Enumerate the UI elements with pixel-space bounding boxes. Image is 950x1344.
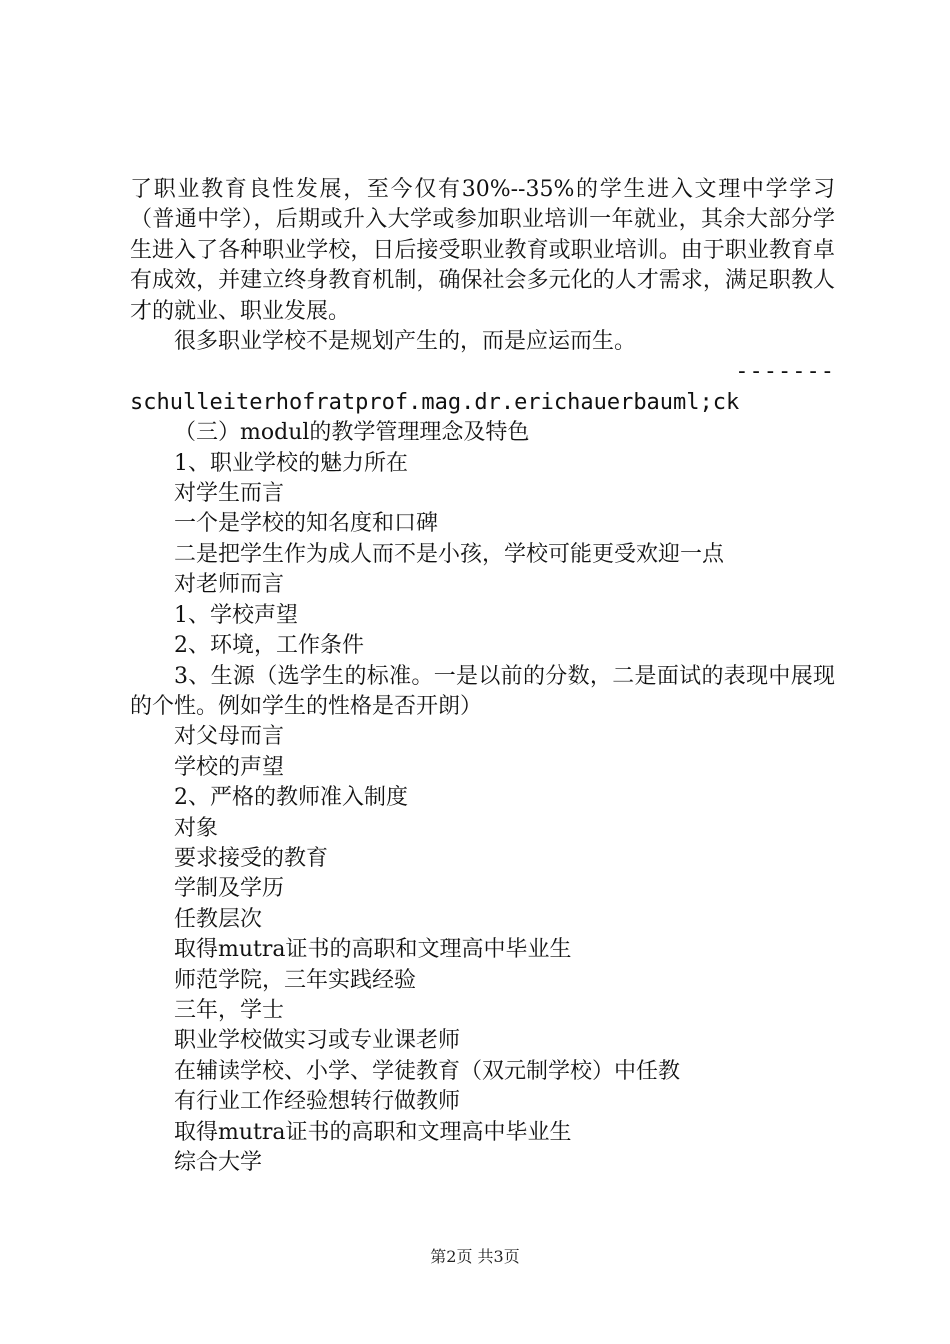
text-line: 2、环境，工作条件: [174, 633, 364, 659]
text-line: 有行业工作经验想转行做教师: [174, 1089, 461, 1115]
text-line: 对父母而言: [174, 724, 285, 750]
text-line: 师范学院，三年实践经验: [174, 967, 417, 993]
text-line: 1、学校声望: [174, 602, 298, 628]
text-line: 二是把学生作为成人而不是小孩，学校可能更受欢迎一点: [174, 541, 725, 567]
text-line: 学制及学历: [174, 876, 285, 902]
document-body: [130, 175, 835, 1178]
text-line: 对学生而言: [174, 481, 285, 507]
page-footer: 第2页 共3页: [430, 1247, 520, 1266]
text-line: 对老师而言: [174, 572, 285, 598]
text-line: 对象: [174, 815, 219, 841]
opening-paragraph: 了职业教育良性发展，至今仅有30%--35%的学生进入文理中学学习（普通中学），后期或升入大学或参加职业培训一年就业，其余大部分学生进入了各种职业学校，日后接受职业教育或职业培训。由于职业教育卓有成效，并建立终身教育机制，确保社会多元化的人才需求，满足职教人才的就业、职业发展。: [130, 177, 835, 324]
text-line: 一个是学校的知名度和口碑: [174, 511, 439, 537]
second-paragraph: 很多职业学校不是规划产生的，而是应运而生。: [174, 329, 637, 355]
text-line: 取得mutra证书的高职和文理高中毕业生: [174, 937, 572, 963]
text-line: 在辅读学校、小学、学徒教育（双元制学校）中任教: [174, 1058, 681, 1084]
text-line: 三年，学士: [174, 997, 285, 1023]
text-line: 取得mutra证书的高职和文理高中毕业生: [174, 1119, 572, 1145]
source-paragraph: 3、生源（选学生的标准。一是以前的分数，二是面试的表现中展现的个性。例如学生的性格是否开朗）: [130, 663, 835, 719]
text-line: 任教层次: [174, 906, 263, 932]
text-line: 学校的声望: [174, 754, 285, 780]
text-line: 职业学校做实习或专业课老师: [174, 1028, 461, 1054]
text-line: 综合大学: [174, 1150, 263, 1175]
text-line: 要求接受的教育: [174, 845, 329, 871]
attribution-line: schulleiterhofratprof.mag.dr.erichauerbauml;ck: [130, 389, 740, 415]
dash-separator: -------: [735, 359, 835, 385]
text-line: 2、严格的教师准入制度: [174, 785, 408, 811]
text-line: 1、职业学校的魅力所在: [174, 450, 408, 476]
section-heading: （三）modul的教学管理理念及特色: [174, 420, 530, 446]
